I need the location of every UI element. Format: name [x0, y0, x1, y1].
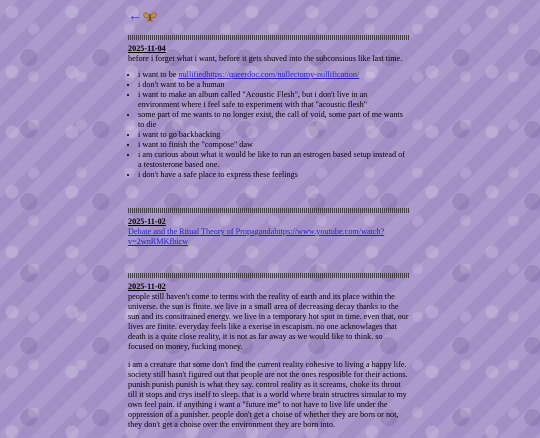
- journal-page: [128, 0, 410, 438]
- separator: [128, 35, 410, 40]
- list-item: • i want to finish the "compose" daw: [138, 140, 410, 150]
- youtube-link[interactable]: https://www.youtube.com/watch?v=2wnRMKfbicw: [128, 227, 385, 246]
- list-item: • i want to be nullifiedhttps://queerdoc.com/nullectomy-nullification/: [138, 70, 410, 80]
- list-item: • i don't want to be a human: [138, 80, 410, 90]
- list-item: • i want to make an album called "Acoustic Flesh", but i don't live in an environment where i feel safe to experiment with that "acoustic flesh": [138, 90, 410, 110]
- entry-date: 2025-11-02: [128, 217, 166, 226]
- entry-paragraph: people still haven't come to terms with the reality of earth and its place within the universe. the sun is finite. we live in a small area of decreasing decay thanks to the sun and its consitrained energy. we live in a temporary hot spot in time. even that, our lives are finite. everyday feels like a exerise in escapism. no one acknowlages that death is a quite close reality, it is not as far away as we would like to think. so focused on money, fucking money.: [128, 292, 409, 351]
- entry-date: 2025-11-02: [128, 282, 166, 291]
- separator: [128, 273, 410, 278]
- back-link[interactable]: ←: [128, 9, 142, 25]
- list-item: • i am curious about what it would be like to run an estrogen based setup instead of a testosterone based one.: [138, 150, 410, 170]
- article-link[interactable]: Debate and the Ritual Theory of Propaganda: [128, 227, 275, 236]
- top-nav: [128, 5, 410, 29]
- journal-entry: [128, 282, 410, 430]
- list-item: • some part of me wants to no longer exist, the call of void, some part of me wants to die: [138, 110, 410, 130]
- separator: [128, 208, 410, 213]
- nullified-link[interactable]: nullified: [178, 70, 207, 79]
- journal-entry: [128, 44, 410, 180]
- wish-list: [128, 70, 410, 180]
- entry-link-line: [128, 227, 410, 247]
- entry-paragraph: i am a creature that some don't find the current reality cohesive to living a happy life. society still hasn't figured out that people are not the ones resposible for their actions. punish punish punish is what they say. control reality as it screams, choke its throut till it stops and crys itself to sleep. that is a world where brain structres simular to my own feel pain. if anything i want a "future me" to not have to live life under the oppression of a punisher. people don't get a choise of whether they are born or not, they don't get a choise over the environment they are born into.: [128, 360, 408, 429]
- entry-date: 2025-11-04: [128, 44, 166, 53]
- list-item: • i don't have a safe place to express these feelings: [138, 170, 410, 180]
- entry-intro: before i forget what i want, before it gets shuved into the subconsious like last time.: [128, 54, 403, 63]
- journal-entry: [128, 217, 410, 247]
- queerdoc-link[interactable]: https://queerdoc.com/nullectomy-nullification/: [206, 70, 360, 79]
- butterfly-icon: [143, 11, 157, 23]
- list-item: • i want to go backbacking: [138, 130, 410, 140]
